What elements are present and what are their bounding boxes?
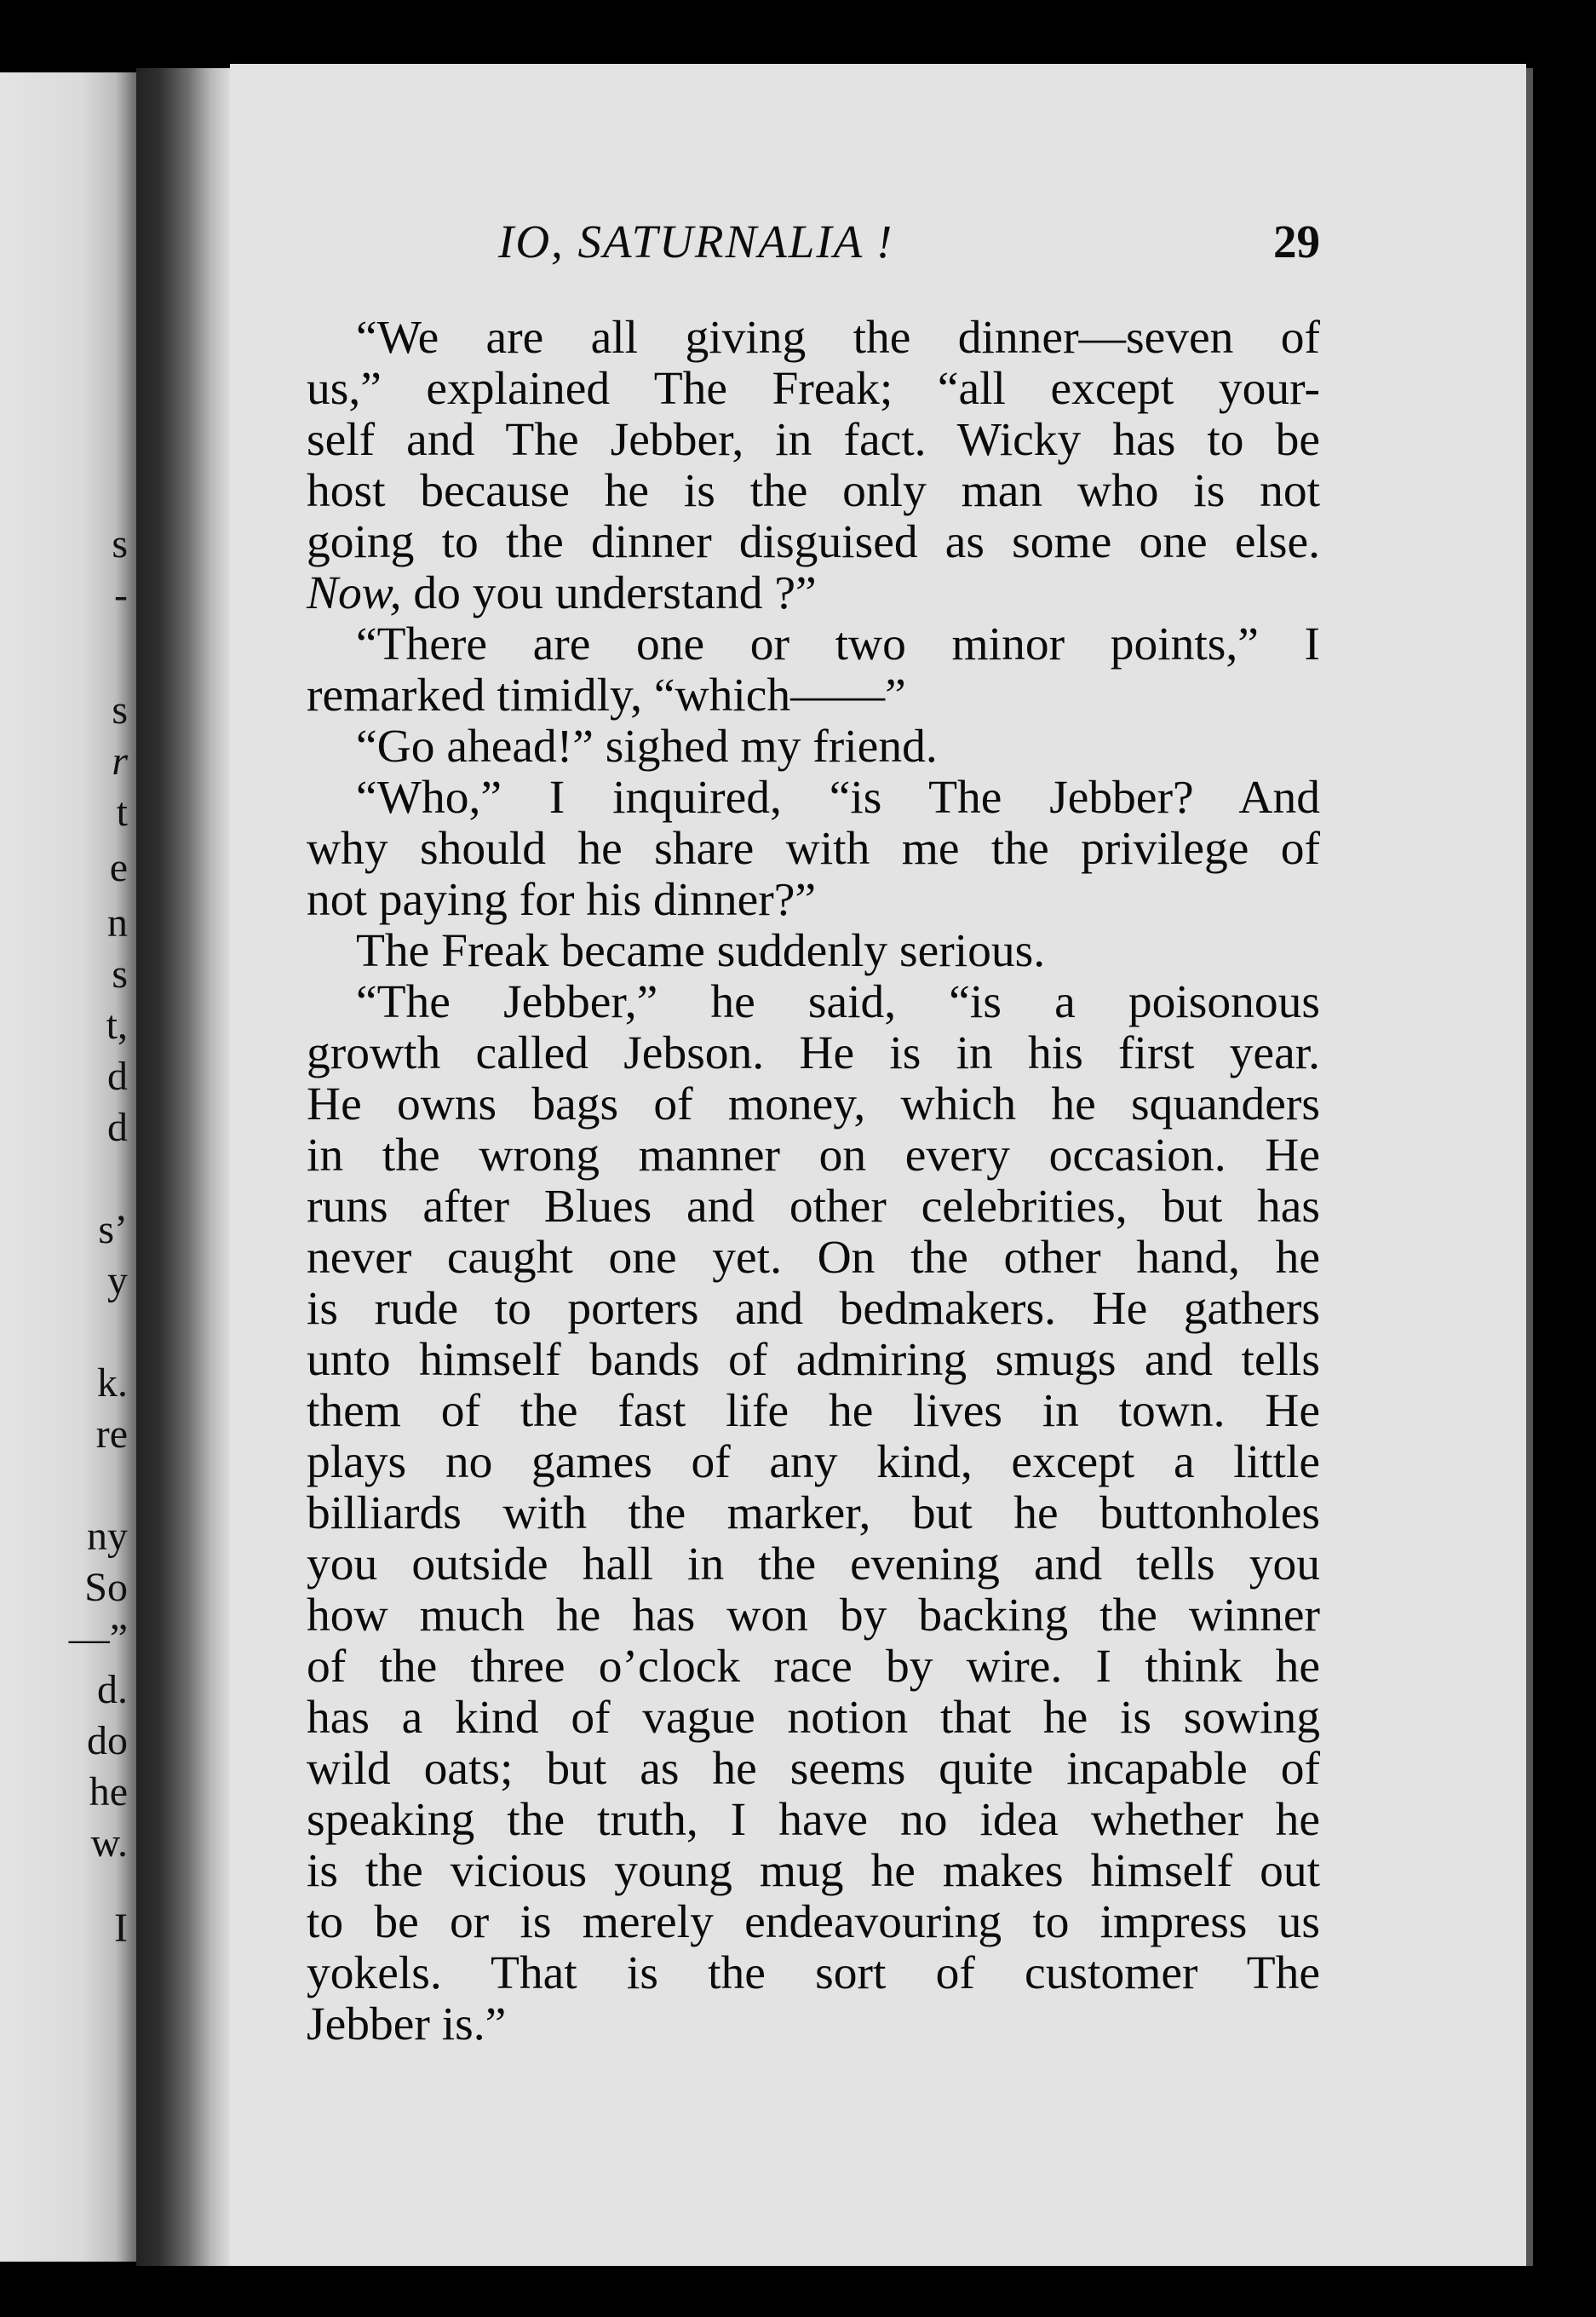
line-text: has a kind of vague notion that he is sowing [307,1692,1320,1744]
line-text: “We are all giving the dinner—seven of [356,312,1320,364]
line-text: how much he has won by backing the winner [307,1590,1320,1641]
line-text: speaking the truth, I have no idea whether he [307,1794,1320,1846]
line-text: to be or is merely endeavouring to impress us [307,1896,1320,1948]
text-line [307,773,1320,824]
text-line [307,1999,1320,2050]
page-edge [1526,68,1533,2266]
left-page-fragment: —” [68,1616,128,1661]
left-page-fragment: w. [90,1820,128,1866]
line-text: Jebber is.” [307,1998,507,2050]
text-line [307,926,1320,977]
left-page-fragment: n [107,900,128,946]
text-line [307,1386,1320,1437]
left-page-fragment: d [107,1054,128,1099]
left-page-fragment: s [112,687,128,733]
text-line [307,1079,1320,1130]
line-text: not paying for his dinner?” [307,874,817,926]
line-text: us,” explained The Freak; “all except your- [307,363,1320,415]
italic-word: Now, [307,567,402,619]
left-page-fragment: d. [97,1667,128,1712]
left-page-fragment: re [95,1411,128,1457]
text-line [307,1846,1320,1897]
text-line [307,1590,1320,1641]
text-line [307,313,1320,364]
line-text: is the vicious young mug he makes himself out [307,1845,1320,1897]
page-number: 29 [1273,216,1320,267]
line-text: “Go ahead!” sighed my friend. [356,721,938,773]
text-line [307,1795,1320,1846]
left-page-fragment: t [116,790,128,835]
book-gutter-shadow [136,68,230,2266]
left-page-fragment: s [112,521,128,566]
running-head [302,215,1320,274]
text-line [307,1897,1320,1948]
left-page-fragment: ny [87,1514,128,1559]
text-line [307,1130,1320,1181]
text-line [307,824,1320,875]
line-text: wild oats; but as he seems quite incapable of [307,1743,1320,1795]
line-text: of the three o’clock race by wire. I think he [307,1641,1320,1693]
text-line [307,875,1320,926]
left-page-fragment: he [89,1769,128,1814]
text-line [307,364,1320,415]
text-line [307,1335,1320,1386]
left-page-fragment: s’ [98,1207,128,1252]
text-line [307,568,1320,619]
line-text: why should he share with me the privilege of [307,823,1320,875]
line-text: you outside hall in the evening and tells you [307,1538,1320,1590]
line-text: “There are one or two minor points,” I [356,618,1320,670]
left-page-fragment: e [109,845,128,890]
text-line [307,1028,1320,1079]
line-text: in the wrong manner on every occasion. He [307,1130,1320,1181]
line-text: never caught one yet. On the other hand, he [307,1232,1320,1284]
text-line [307,977,1320,1028]
left-page-fragment: t, [106,1003,128,1048]
text-line [307,1539,1320,1590]
line-text: runs after Blues and other celebrities, but has [307,1181,1320,1233]
line-text: unto himself bands of admiring smugs and tells [307,1334,1320,1386]
text-line [307,1284,1320,1335]
text-line [307,1181,1320,1233]
text-line [307,722,1320,773]
text-line [307,1488,1320,1539]
text-line [307,415,1320,466]
left-page-fragment: I [114,1906,128,1951]
line-text: growth called Jebson. He is in his first year. [307,1027,1320,1079]
text-line [307,619,1320,670]
line-text: He owns bags of money, which he squanders [307,1078,1320,1130]
running-head-title: IO, SATURNALIA ! [498,216,894,267]
line-text: them of the fast life he lives in town. He [307,1385,1320,1437]
line-text: billiards with the marker, but he buttonholes [307,1487,1320,1539]
line-text: host because he is the only man who is not [307,465,1320,517]
line-text: plays no games of any kind, except a little [307,1436,1320,1488]
line-text: remarked timidly, “which——” [307,670,906,722]
left-page-fragment: y [107,1258,128,1303]
line-text: “Who,” I inquired, “is The Jebber? And [356,772,1320,824]
left-page-fragment: d [107,1105,128,1150]
text-line [307,1744,1320,1795]
left-page-fragment: So [84,1565,128,1610]
left-page-fragment: s [112,952,128,997]
text-line [307,1641,1320,1693]
text-line [307,466,1320,517]
body-text [307,313,1320,2050]
left-page-fragment: k. [97,1360,128,1406]
previous-page-edge [0,72,136,2262]
left-page-fragment: do [87,1718,128,1763]
line-text: yokels. That is the sort of customer The [307,1947,1320,1999]
line-text: do you understand ?” [401,567,817,619]
line-text: self and The Jebber, in fact. Wicky has to be [307,414,1320,466]
left-page-fragment: - [114,572,128,618]
line-text: “The Jebber,” he said, “is a poisonous [356,976,1320,1028]
line-text: going to the dinner disguised as some one else. [307,516,1320,568]
text-line [307,1948,1320,1999]
text-line [307,1693,1320,1744]
text-line [307,517,1320,568]
text-line [307,670,1320,722]
line-text: is rude to porters and bedmakers. He gathers [307,1283,1320,1335]
left-page-fragment: r [112,739,128,784]
text-line [307,1233,1320,1284]
line-text: The Freak became suddenly serious. [356,925,1046,977]
text-line [307,1437,1320,1488]
